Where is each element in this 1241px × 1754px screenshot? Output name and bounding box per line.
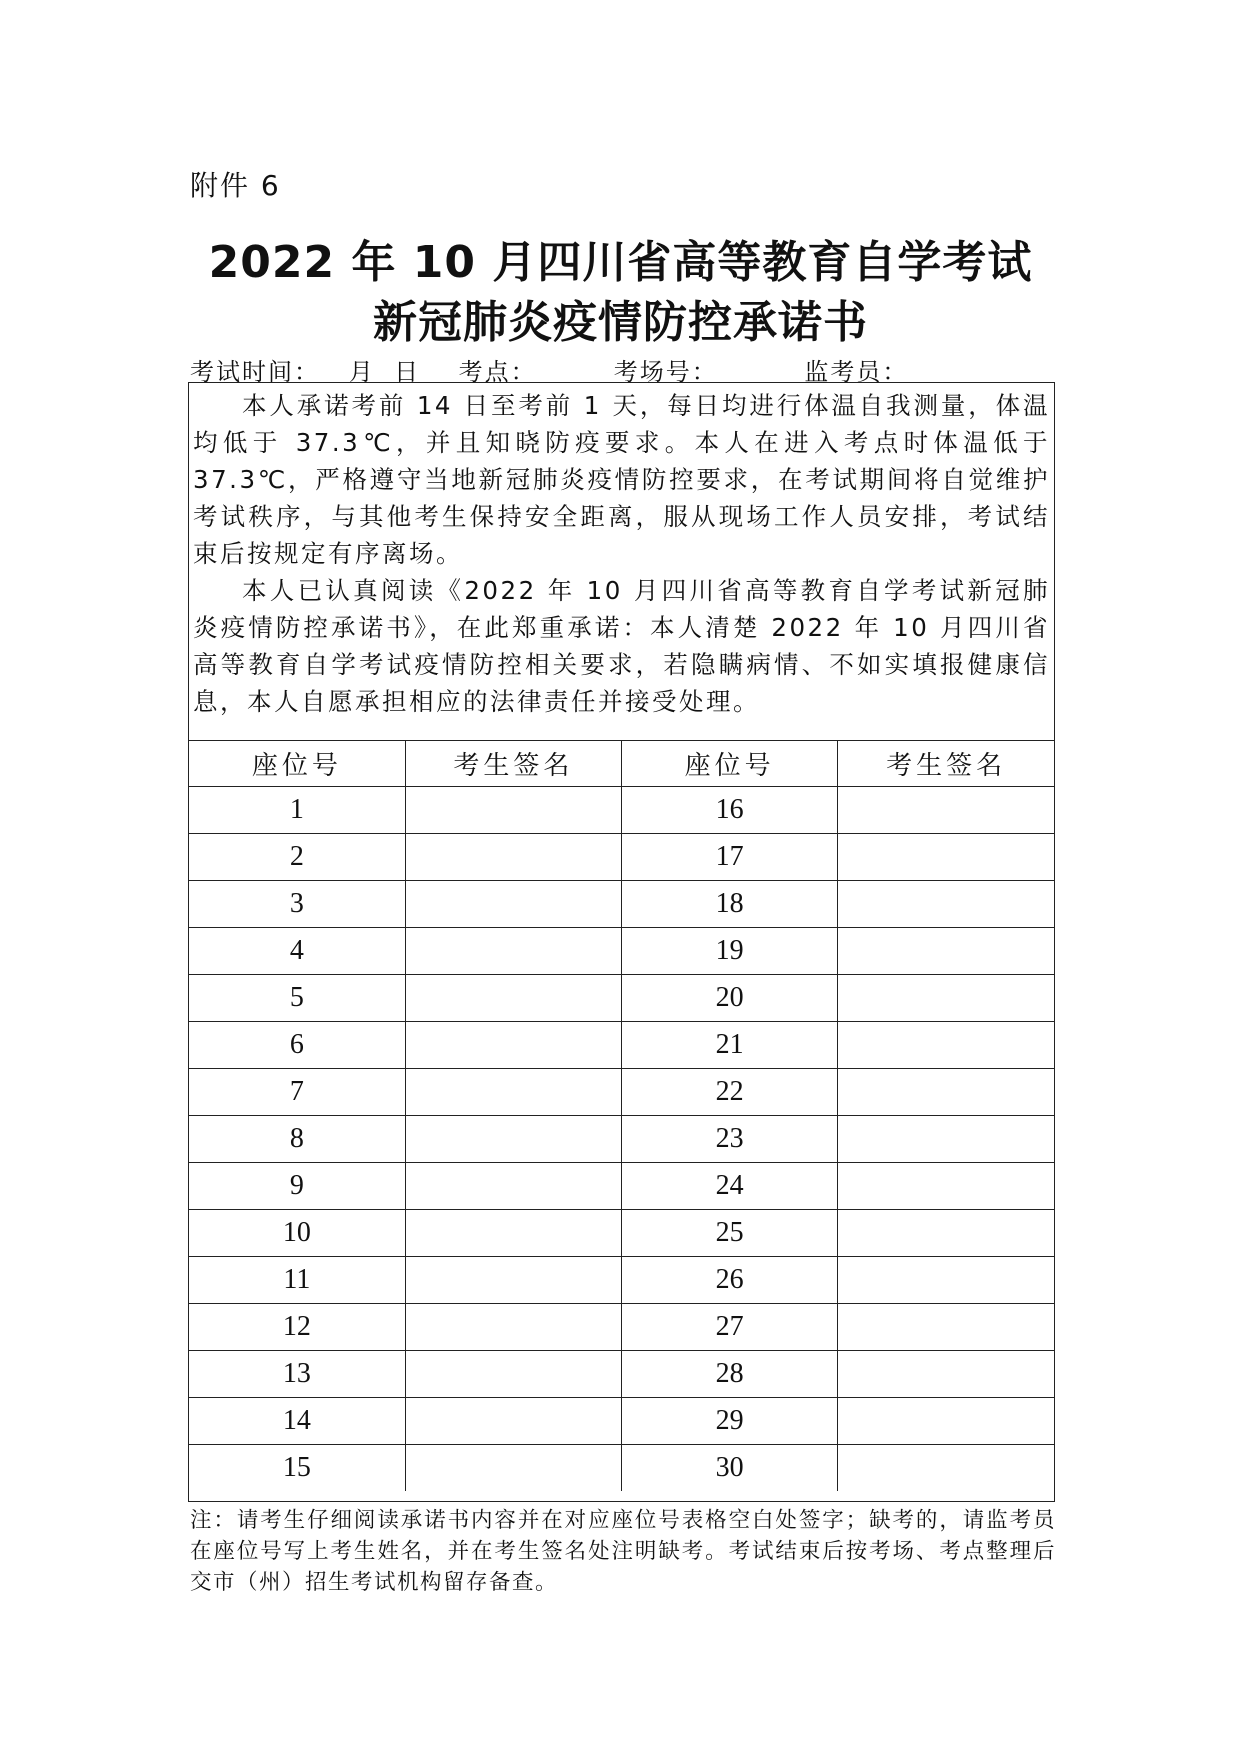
table-row xyxy=(189,834,1054,881)
seat-number-cell: 24 xyxy=(622,1163,838,1210)
seat-number-cell: 30 xyxy=(622,1445,838,1492)
signature-cell[interactable] xyxy=(838,1257,1054,1304)
document-title-line1: 2022 年 10 月四川省高等教育自学考试 xyxy=(208,237,1033,288)
seat-number-cell: 19 xyxy=(622,928,838,975)
seat-number-cell: 4 xyxy=(189,928,405,975)
table-row xyxy=(189,1116,1054,1163)
signature-cell[interactable] xyxy=(838,1022,1054,1069)
seat-number-cell: 26 xyxy=(622,1257,838,1304)
signature-cell[interactable] xyxy=(838,1351,1054,1398)
signature-cell[interactable] xyxy=(405,1210,621,1257)
signature-cell[interactable] xyxy=(838,928,1054,975)
signature-cell[interactable] xyxy=(405,975,621,1022)
seat-number-cell: 7 xyxy=(189,1069,405,1116)
table-row xyxy=(189,1304,1054,1351)
seat-signature-table xyxy=(189,740,1054,1491)
seat-number-cell: 17 xyxy=(622,834,838,881)
seat-number-cell: 22 xyxy=(622,1069,838,1116)
header-seat-number: 座位号 xyxy=(189,740,405,787)
table-row xyxy=(189,975,1054,1022)
table-row xyxy=(189,1069,1054,1116)
seat-number-cell: 29 xyxy=(622,1398,838,1445)
table-header-row xyxy=(189,740,1054,787)
signature-cell[interactable] xyxy=(838,1210,1054,1257)
header-seat-number: 座位号 xyxy=(622,740,838,787)
signature-cell[interactable] xyxy=(405,1445,621,1492)
seat-number-cell: 2 xyxy=(189,834,405,881)
seat-number-cell: 6 xyxy=(189,1022,405,1069)
seat-number-cell: 10 xyxy=(189,1210,405,1257)
seat-number-cell: 1 xyxy=(189,787,405,834)
signature-cell[interactable] xyxy=(838,1304,1054,1351)
signature-cell[interactable] xyxy=(405,1022,621,1069)
seat-number-cell: 5 xyxy=(189,975,405,1022)
signature-cell[interactable] xyxy=(838,1069,1054,1116)
signature-cell[interactable] xyxy=(405,1398,621,1445)
seat-number-cell: 14 xyxy=(189,1398,405,1445)
table-row xyxy=(189,928,1054,975)
seat-number-cell: 23 xyxy=(622,1116,838,1163)
seat-number-cell: 8 xyxy=(189,1116,405,1163)
seat-number-cell: 21 xyxy=(622,1022,838,1069)
signature-cell[interactable] xyxy=(405,787,621,834)
signature-cell[interactable] xyxy=(405,881,621,928)
signature-cell[interactable] xyxy=(838,1445,1054,1492)
proctor-label: 监考员： xyxy=(804,358,909,386)
exam-room-label: 考场号： xyxy=(613,358,718,386)
table-row xyxy=(189,1445,1054,1492)
signature-cell[interactable] xyxy=(405,1116,621,1163)
signature-cell[interactable] xyxy=(838,787,1054,834)
seat-number-cell: 9 xyxy=(189,1163,405,1210)
table-row xyxy=(189,881,1054,928)
seat-number-cell: 27 xyxy=(622,1304,838,1351)
pledge-paragraph-1: 本人承诺考前 14 日至考前 1 天，每日均进行体温自我测量，体温均低于 37.3℃，并且知晓防疫要求。本人在进入考点时体温低于 37.3℃，严格遵守当地新冠肺炎疫情防控要求，在考试期间将自觉维护考试秩序，与其他考生保持安全距离，服从现场工作人员安排，考试结束后按规定有序离场。 xyxy=(193,391,1050,568)
month-label: 月 xyxy=(348,358,375,386)
signature-cell[interactable] xyxy=(838,1163,1054,1210)
signature-cell[interactable] xyxy=(838,881,1054,928)
header-signature: 考生签名 xyxy=(405,740,621,787)
document-title-line2: 新冠肺炎疫情防控承诺书 xyxy=(373,297,868,348)
table-row xyxy=(189,787,1054,834)
signature-cell[interactable] xyxy=(838,1116,1054,1163)
header-signature: 考生签名 xyxy=(838,740,1054,787)
table-row xyxy=(189,1257,1054,1304)
footnote: 注：请考生仔细阅读承诺书内容并在对应座位号表格空白处签字；缺考的，请监考员在座位号写上考生姓名，并在考生签名处注明缺考。考试结束后按考场、考点整理后交市（州）招生考试机构留存备查。 xyxy=(190,1508,1056,1595)
seat-number-cell: 13 xyxy=(189,1351,405,1398)
table-row xyxy=(189,1210,1054,1257)
table-row xyxy=(189,1022,1054,1069)
table-row xyxy=(189,1351,1054,1398)
attachment-label: 附件 6 xyxy=(190,169,281,202)
table-row xyxy=(189,1398,1054,1445)
seat-number-cell: 12 xyxy=(189,1304,405,1351)
seat-number-cell: 3 xyxy=(189,881,405,928)
day-label: 日 xyxy=(394,358,421,386)
signature-cell[interactable] xyxy=(838,975,1054,1022)
seat-number-cell: 11 xyxy=(189,1257,405,1304)
table-row xyxy=(189,1163,1054,1210)
signature-cell[interactable] xyxy=(838,1398,1054,1445)
seat-number-cell: 16 xyxy=(622,787,838,834)
exam-time-label: 考试时间： xyxy=(190,358,320,386)
seat-number-cell: 25 xyxy=(622,1210,838,1257)
seat-number-cell: 18 xyxy=(622,881,838,928)
seat-number-cell: 15 xyxy=(189,1445,405,1492)
seat-number-cell: 20 xyxy=(622,975,838,1022)
signature-cell[interactable] xyxy=(838,834,1054,881)
pledge-form-box xyxy=(188,382,1055,1502)
pledge-paragraph-2: 本人已认真阅读《2022 年 10 月四川省高等教育自学考试新冠肺炎疫情防控承诺书》，在此郑重承诺：本人清楚 2022 年 10 月四川省高等教育自学考试疫情防控相关要求，若隐瞒病情、不如实填报健康信息，本人自愿承担相应的法律责任并接受处理。 xyxy=(193,576,1050,716)
pledge-text xyxy=(189,383,1054,741)
signature-cell[interactable] xyxy=(405,1163,621,1210)
signature-cell[interactable] xyxy=(405,1304,621,1351)
signature-cell[interactable] xyxy=(405,1257,621,1304)
seat-number-cell: 28 xyxy=(622,1351,838,1398)
signature-cell[interactable] xyxy=(405,834,621,881)
exam-site-label: 考点： xyxy=(458,358,537,386)
signature-cell[interactable] xyxy=(405,928,621,975)
signature-cell[interactable] xyxy=(405,1351,621,1398)
signature-cell[interactable] xyxy=(405,1069,621,1116)
